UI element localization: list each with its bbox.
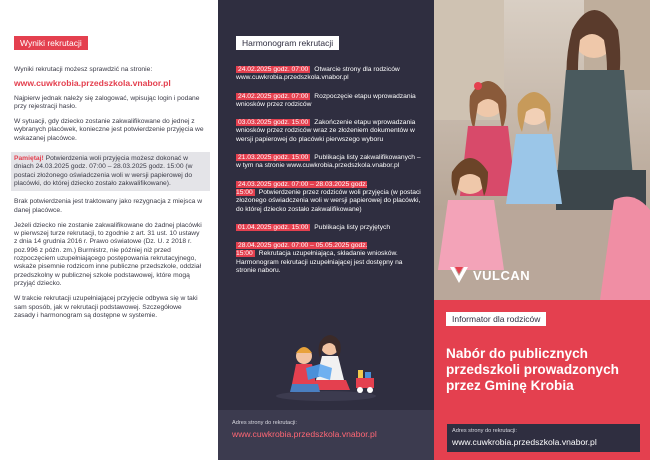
- middle-panel: [218, 0, 434, 460]
- classroom-photo: [434, 0, 650, 300]
- right-panel: [434, 0, 650, 460]
- reminder-text: Potwierdzenia woli przyjęcia możesz dokonać w dniach 24.03.2025 godz. 07:00 – 28.03.2025 godz. 15:00 (w postaci złożonego oświadczenia woli w wersji papierowej do placówki, do której dziecko zostało zakwalifikowane).: [14, 155, 193, 187]
- schedule-date: 01.04.2025 godz. 15:00: [238, 223, 309, 231]
- schedule-item: [236, 181, 422, 214]
- footer-label: Adres strony do rekrutacji:: [452, 428, 517, 434]
- recruitment-url-link[interactable]: www.cuwkrobia.przedszkola.vnabor.pl: [14, 78, 171, 89]
- schedule-text: Rozpoczęcie etapu wprowadzania wniosków przez rodziców: [236, 92, 416, 108]
- vulcan-logo: [448, 264, 530, 286]
- schedule-date: 03.03.2025 godz. 15:00: [238, 119, 309, 127]
- schedule-date: 24.02.2025 godz. 07:00: [238, 66, 309, 73]
- schedule-item: [236, 119, 422, 144]
- schedule-text: Potwierdzenie przez rodziców woli przyjęcia (w postaci złożonego oświadczenia woli w wersji papierowej do placówki, do której dziecko zostało zakwalifikowane): [236, 188, 421, 213]
- schedule-date: 28.04.2025 godz. 07:00 – 05.05.2025 godz. 15:00: [236, 242, 368, 258]
- schedule-text: Zakończenie etapu wprowadzania wniosków przez rodziców wraz ze złożeniem dokumentów w wersji papierowej do placówki pierwszego wyboru: [236, 119, 416, 143]
- classroom-photo-art: [434, 0, 650, 300]
- schedule-text: Rekrutacja uzupełniająca, składanie wniosków. Harmonogram rekrutacji uzupełniającej jest dostępny na stronie naboru.: [236, 250, 403, 275]
- kids-reading-illustration: [270, 326, 382, 402]
- vulcan-logo-text: VULCAN: [473, 267, 531, 283]
- schedule-date: 21.03.2025 godz. 15:00: [238, 154, 309, 162]
- footer-label: Adres strony do rekrutacji:: [232, 420, 297, 426]
- schedule-list: [236, 66, 422, 275]
- login-paragraph: Najpierw jednak należy się zalogować, wpisując login i podane przy rejestracji hasło.: [14, 94, 200, 110]
- qualification-paragraph: W sytuacji, gdy dziecko zostanie zakwalifikowane do jednej z wybranych placówek, konieczne jest potwierdzenie przyjęcia we wskazanej placówce.: [14, 118, 204, 142]
- schedule-date: 24.03.2025 godz. 07:00 – 28.03.2025 godz. 15:00: [236, 180, 368, 196]
- brochure-title: Nabór do publicznych przedszkoli prowadzonych przez Gminę Krobia: [446, 346, 619, 393]
- reminder-note: [11, 152, 210, 191]
- schedule-item: [236, 66, 422, 83]
- results-lead: Wyniki rekrutacji możesz sprawdzić na stronie:: [14, 66, 153, 73]
- results-badge: Wyniki rekrutacji: [14, 36, 88, 50]
- no-confirmation-paragraph: Brak potwierdzenia jest traktowany jako rezygnacja z miejsca w danej placówce.: [14, 198, 203, 214]
- schedule-badge: Harmonogram rekrutacji: [236, 36, 339, 50]
- schedule-item: [236, 154, 422, 171]
- reminder-bold: Pamiętaj!: [14, 155, 44, 163]
- schedule-text: Publikacja listy zakwalifikowanych – w tym na stronie www.cuwkrobia.przedszkola.vnabor.pl: [236, 154, 421, 170]
- vulcan-logo-icon: [448, 264, 470, 286]
- supplementary-paragraph: W trakcie rekrutacji uzupełniającej przyjęcie odbywa się w taki sam sposób, jak w rekrutacji podstawowej. Szczegółowe zasady i harmonogram są dostępne w systemie.: [14, 295, 198, 319]
- schedule-item: [236, 93, 422, 110]
- schedule-text: Otwarcie strony dla rodziców www.cuwkrobia.przedszkola.vnabor.pl: [236, 66, 400, 82]
- info-badge: Informator dla rodziców: [446, 312, 546, 326]
- left-panel: [0, 0, 218, 460]
- middle-footer: [218, 410, 434, 460]
- footer-url-link[interactable]: www.cuwkrobia.przedszkola.vnabor.pl: [452, 437, 597, 447]
- schedule-item: [236, 224, 422, 232]
- right-footer: [447, 424, 640, 452]
- footer-url-link[interactable]: www.cuwkrobia.przedszkola.vnabor.pl: [232, 429, 377, 440]
- unqualified-paragraph: Jeżeli dziecko nie zostanie zakwalifikowane do żadnej placówki w pierwszej turze rekrutacji, to zgodnie z art. 31 ust. 10 ustawy z dnia 14 grudnia 2016 r. Prawo oświatowe (Dz. U. z 2018 r. poz.996 z późn. zm.) Burmistrz, nie później niż przed rozpoczęciem uzupełniającego postępowania rekrutacyjnego, wskaże pisemnie rodzicom inne publiczne przedszkole, oddział przedszkolny w publicznej szkole podstawowej, które mogą przyjąć dziecko.: [14, 221, 202, 287]
- schedule-date: 24.02.2025 godz. 07:00: [238, 92, 309, 100]
- schedule-item: [236, 242, 422, 275]
- schedule-text: Publikacja listy przyjętych: [314, 223, 391, 231]
